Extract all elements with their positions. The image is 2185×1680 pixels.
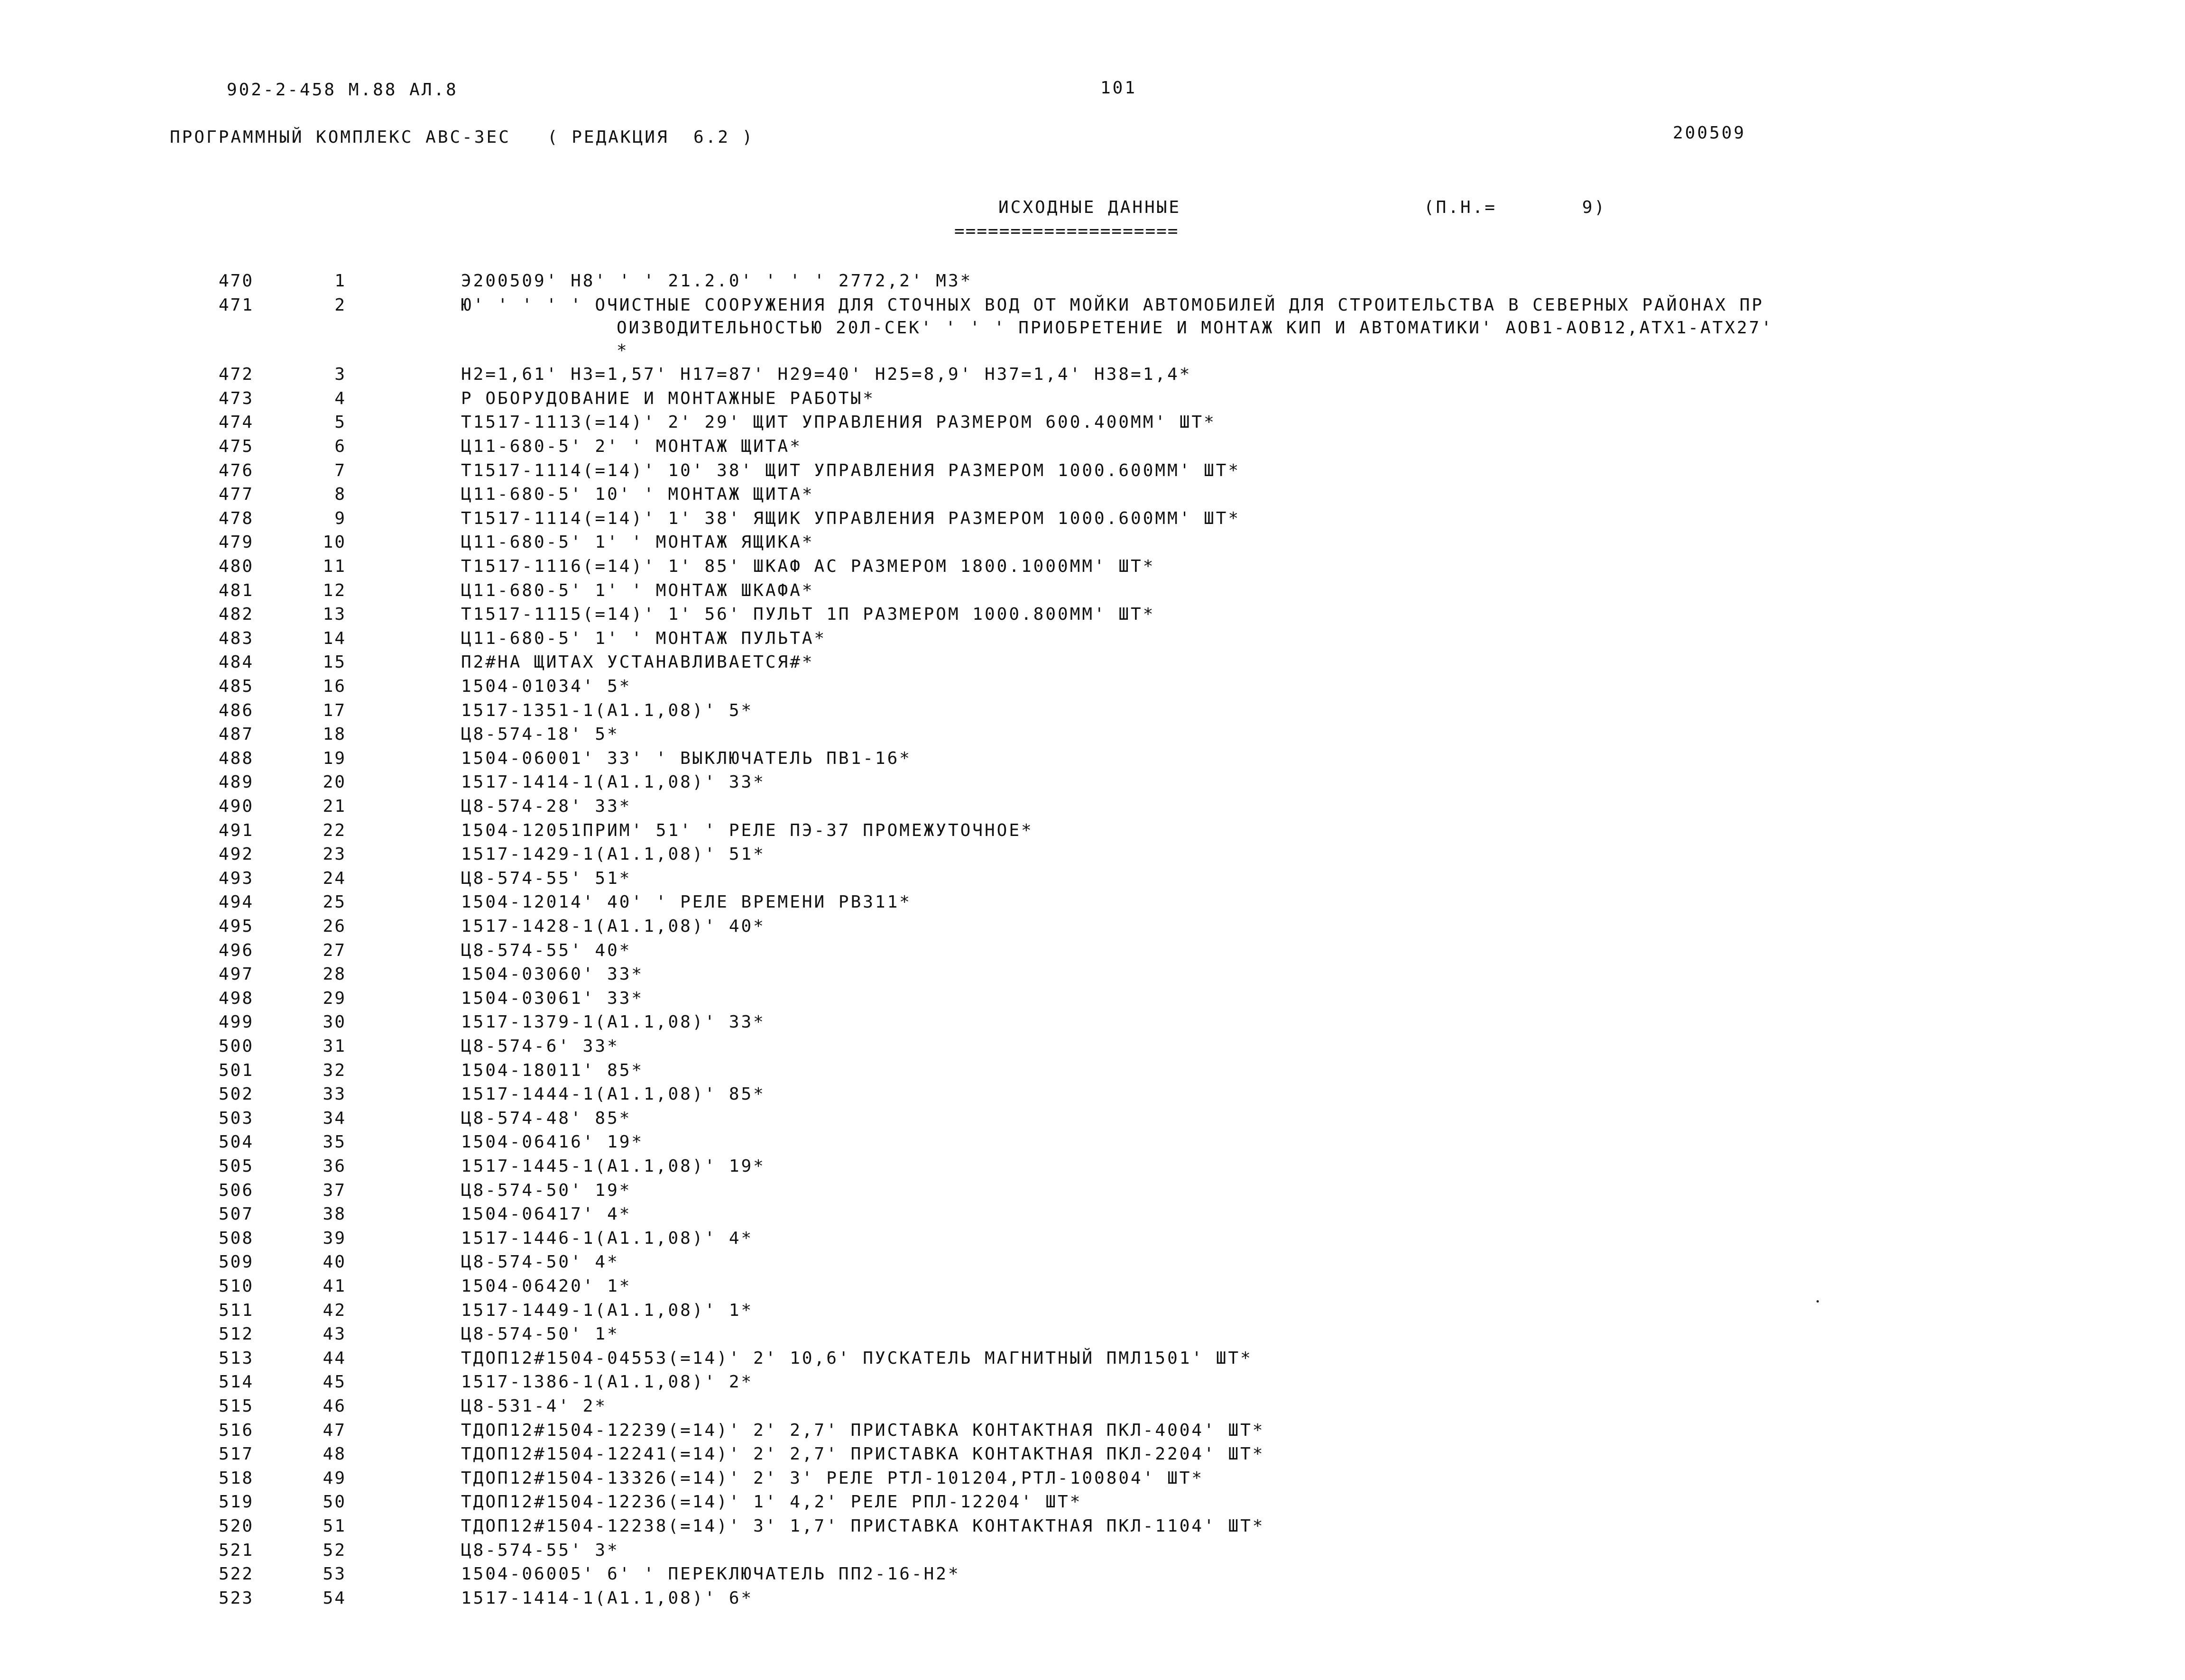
record-text: Ц8-574-6' 33*: [461, 1037, 619, 1056]
line-number: 475: [218, 437, 254, 456]
listing-row: [0, 1203, 2185, 1226]
line-number: 473: [218, 388, 254, 408]
line-number: 510: [218, 1276, 254, 1296]
card-number: 3: [334, 365, 346, 385]
line-number: 507: [218, 1204, 254, 1224]
line-number: 522: [218, 1564, 254, 1584]
listing-row: [0, 1275, 2185, 1298]
line-number: 513: [218, 1348, 254, 1368]
card-number: 30: [323, 1012, 346, 1032]
listing-row: [0, 867, 2185, 890]
line-number: 477: [218, 485, 254, 505]
listing-row: [0, 747, 2185, 770]
line-number: 504: [218, 1132, 254, 1152]
listing-row: [0, 294, 2185, 317]
listing-row: [0, 363, 2185, 386]
listing-row: [0, 1059, 2185, 1082]
doc-code: 902-2-458 М.88 АЛ.8: [227, 80, 458, 100]
record-text: 1517-1351-1(А1.1,08)' 5*: [461, 700, 754, 720]
listing-row: [0, 1395, 2185, 1418]
listing-row: [0, 1155, 2185, 1178]
line-number: 489: [218, 772, 254, 792]
line-number: 470: [218, 271, 254, 291]
record-text: 1504-06001' 33' ' ВЫКЛЮЧАТЕЛЬ ПВ1-16*: [461, 748, 912, 768]
record-text: 1517-1414-1(А1.1,08)' 6*: [461, 1588, 754, 1608]
line-number: 517: [218, 1444, 254, 1464]
listing-row: [0, 1251, 2185, 1274]
record-text: 1504-06416' 19*: [461, 1132, 644, 1152]
line-number: 508: [218, 1228, 254, 1248]
card-number: 35: [323, 1132, 346, 1152]
card-number: 40: [323, 1252, 346, 1272]
card-number: 12: [323, 580, 346, 600]
listing-row: [0, 603, 2185, 626]
line-number: 520: [218, 1516, 254, 1536]
record-text: 1504-03060' 33*: [461, 964, 644, 984]
record-text: 1504-06005' 6' ' ПЕРЕКЛЮЧАТЕЛЬ ПП2-16-Н2*: [461, 1564, 960, 1584]
card-number: 33: [323, 1084, 346, 1104]
line-number: 518: [218, 1468, 254, 1488]
line-number: 484: [218, 652, 254, 672]
card-number: 37: [323, 1180, 346, 1200]
line-number: 486: [218, 700, 254, 720]
listing-row: [0, 627, 2185, 650]
record-text: Р ОБОРУДОВАНИЕ И МОНТАЖНЫЕ РАБОТЫ*: [461, 388, 875, 408]
line-number: 521: [218, 1540, 254, 1560]
listing-row: [0, 1539, 2185, 1562]
listing-row: [0, 1107, 2185, 1130]
listing-row: [0, 675, 2185, 698]
record-text: Ю' ' ' ' ' ОЧИСТНЫЕ СООРУЖЕНИЯ ДЛЯ СТОЧНЫХ ВОД ОТ МОЙКИ АВТОМОБИЛЕЙ ДЛЯ СТРОИТЕЛЬСТВА В СЕВЕРНЫХ РАЙОНАХ ПР: [461, 295, 1764, 315]
card-number: 29: [323, 988, 346, 1008]
card-number: 8: [334, 485, 346, 505]
stray-mark: [1816, 1300, 1819, 1303]
page-number: 101: [1100, 78, 1137, 98]
line-number: 506: [218, 1180, 254, 1200]
listing-row: [0, 987, 2185, 1010]
listing-row: [0, 891, 2185, 914]
card-number: 10: [323, 532, 346, 552]
listing-row: [0, 1011, 2185, 1034]
listing-row: [0, 1347, 2185, 1370]
card-number: 15: [323, 652, 346, 672]
card-number: 36: [323, 1157, 346, 1176]
record-text: 1517-1444-1(А1.1,08)' 85*: [461, 1084, 765, 1104]
card-number: 4: [334, 388, 346, 408]
card-number: 47: [323, 1420, 346, 1440]
listing-row: [0, 1563, 2185, 1586]
record-text: Ц8-574-55' 40*: [461, 940, 632, 960]
line-number: 471: [218, 295, 254, 315]
card-number: 5: [334, 413, 346, 432]
record-text-continuation: ОИЗВОДИТЕЛЬНОСТЬЮ 20Л-СЕК' ' ' ' ПРИОБРЕТЕНИЕ И МОНТАЖ КИП И АВТОМАТИКИ' АОВ1-АОВ12,АТХ1-АТХ27': [617, 318, 1774, 338]
listing-row: [0, 1035, 2185, 1058]
record-text: 1517-1414-1(А1.1,08)' 33*: [461, 772, 765, 792]
card-number: 39: [323, 1228, 346, 1248]
line-number: 500: [218, 1037, 254, 1056]
card-number: 38: [323, 1204, 346, 1224]
listing-row: [0, 963, 2185, 986]
line-number: 503: [218, 1108, 254, 1128]
line-number: 481: [218, 580, 254, 600]
listing-row: [0, 531, 2185, 554]
listing-row: [0, 771, 2185, 794]
line-number: 492: [218, 845, 254, 864]
card-number: 22: [323, 820, 346, 840]
record-text: ТДОП12#1504-04553(=14)' 2' 10,6' ПУСКАТЕЛЬ МАГНИТНЫЙ ПМЛ1501' ШТ*: [461, 1348, 1253, 1368]
record-text: Ц8-574-48' 85*: [461, 1108, 632, 1128]
listing-row: [0, 1371, 2185, 1394]
line-number: 515: [218, 1396, 254, 1416]
card-number: 18: [323, 725, 346, 744]
record-text: Ц11-680-5' 10' ' МОНТАЖ ЩИТА*: [461, 485, 814, 505]
listing-row: [0, 1179, 2185, 1202]
card-number: 54: [323, 1588, 346, 1608]
line-number: 511: [218, 1300, 254, 1320]
record-text: ТДОП12#1504-12236(=14)' 1' 4,2' РЕЛЕ РПЛ-12204' ШТ*: [461, 1492, 1082, 1512]
line-number: 483: [218, 628, 254, 648]
record-text: Ц11-680-5' 1' ' МОНТАЖ ПУЛЬТА*: [461, 628, 827, 648]
record-text: 1504-03061' 33*: [461, 988, 644, 1008]
record-text: Н2=1,61' Н3=1,57' Н17=87' Н29=40' Н25=8,9' Н37=1,4' Н38=1,4*: [461, 365, 1192, 385]
record-text: 1504-06417' 4*: [461, 1204, 632, 1224]
record-text: Ц8-531-4' 2*: [461, 1396, 608, 1416]
record-text: 1517-1379-1(А1.1,08)' 33*: [461, 1012, 765, 1032]
card-number: 50: [323, 1492, 346, 1512]
line-number: 487: [218, 725, 254, 744]
listing-row: [0, 435, 2185, 458]
record-text: 1517-1386-1(А1.1,08)' 2*: [461, 1372, 754, 1392]
record-text: Ц8-574-50' 1*: [461, 1324, 619, 1344]
line-number: 519: [218, 1492, 254, 1512]
card-number: 25: [323, 892, 346, 912]
card-number: 14: [323, 628, 346, 648]
card-number: 2: [334, 295, 346, 315]
listing-row: [0, 387, 2185, 410]
line-number: 509: [218, 1252, 254, 1272]
record-text: 1517-1445-1(А1.1,08)' 19*: [461, 1157, 765, 1176]
card-number: 31: [323, 1037, 346, 1056]
card-number: 20: [323, 772, 346, 792]
listing-row: [0, 651, 2185, 674]
card-number: 28: [323, 964, 346, 984]
listing-row: [0, 939, 2185, 962]
line-number: 485: [218, 677, 254, 696]
line-number: 495: [218, 917, 254, 936]
record-text: 1504-01034' 5*: [461, 677, 632, 696]
section-param: (П.Н.= 9): [1424, 198, 1607, 217]
record-text: Ц8-574-55' 3*: [461, 1540, 619, 1560]
line-number: 480: [218, 557, 254, 576]
card-number: 13: [323, 605, 346, 624]
listing-row: [0, 699, 2185, 722]
record-text: Ц8-574-50' 19*: [461, 1180, 632, 1200]
card-number: 34: [323, 1108, 346, 1128]
card-number: 42: [323, 1300, 346, 1320]
card-number: 27: [323, 940, 346, 960]
card-number: 7: [334, 460, 346, 480]
listing-row: [0, 1131, 2185, 1154]
record-text: Т1517-1114(=14)' 10' 38' ЩИТ УПРАВЛЕНИЯ РАЗМЕРОМ 1000.600ММ' ШТ*: [461, 460, 1241, 480]
card-number: 9: [334, 508, 346, 528]
line-number: 498: [218, 988, 254, 1008]
listing-row: [0, 270, 2185, 293]
listing-row: [0, 1227, 2185, 1250]
card-number: 16: [323, 677, 346, 696]
card-number: 45: [323, 1372, 346, 1392]
line-number: 514: [218, 1372, 254, 1392]
listing-row: [0, 507, 2185, 530]
line-number: 479: [218, 532, 254, 552]
record-text: 1517-1428-1(А1.1,08)' 40*: [461, 917, 765, 936]
card-number: 52: [323, 1540, 346, 1560]
line-number: 488: [218, 748, 254, 768]
program-title: ПРОГРАММНЫЙ КОМПЛЕКС АВС-3ЕС ( РЕДАКЦИЯ 6.2 ): [170, 128, 755, 147]
card-number: 19: [323, 748, 346, 768]
line-number: 474: [218, 413, 254, 432]
line-number: 476: [218, 460, 254, 480]
card-number: 43: [323, 1324, 346, 1344]
listing-row: [0, 723, 2185, 746]
section-underline: ====================: [954, 221, 1179, 241]
listing-row: [0, 1323, 2185, 1346]
section-title: ИСХОДНЫЕ ДАННЫЕ: [998, 198, 1181, 217]
record-text: Э200509' Н8' ' ' 21.2.0' ' ' ' 2772,2' М3*: [461, 271, 973, 291]
record-text-continuation: *: [617, 340, 629, 360]
listing-row: [0, 579, 2185, 602]
listing-row: [0, 411, 2185, 434]
card-number: 17: [323, 700, 346, 720]
listing-row: [0, 1299, 2185, 1322]
line-number: 491: [218, 820, 254, 840]
record-text: Т1517-1114(=14)' 1' 38' ЯЩИК УПРАВЛЕНИЯ РАЗМЕРОМ 1000.600ММ' ШТ*: [461, 508, 1241, 528]
listing-row: [0, 1083, 2185, 1106]
card-number: 24: [323, 868, 346, 888]
record-text: Т1517-1115(=14)' 1' 56' ПУЛЬТ 1П РАЗМЕРОМ 1000.800ММ' ШТ*: [461, 605, 1155, 624]
listing-row: [0, 819, 2185, 842]
line-number: 516: [218, 1420, 254, 1440]
record-text: Ц8-574-50' 4*: [461, 1252, 619, 1272]
record-text: 1504-12051ПРИМ' 51' ' РЕЛЕ ПЭ-37 ПРОМЕЖУТОЧНОЕ*: [461, 820, 1033, 840]
listing-row: [0, 1515, 2185, 1538]
listing-row: [0, 1491, 2185, 1514]
record-text: 1504-18011' 85*: [461, 1060, 644, 1080]
listing-row: [0, 843, 2185, 866]
card-number: 11: [323, 557, 346, 576]
record-text: Т1517-1113(=14)' 2' 29' ЩИТ УПРАВЛЕНИЯ РАЗМЕРОМ 600.400ММ' ШТ*: [461, 413, 1216, 432]
card-number: 53: [323, 1564, 346, 1584]
listing-row: [0, 555, 2185, 578]
listing-row: [0, 483, 2185, 506]
line-number: 523: [218, 1588, 254, 1608]
record-text: 1517-1446-1(А1.1,08)' 4*: [461, 1228, 754, 1248]
listing-row: [0, 795, 2185, 818]
line-number: 472: [218, 365, 254, 385]
listing-row: [0, 915, 2185, 938]
card-number: 1: [334, 271, 346, 291]
line-number: 478: [218, 508, 254, 528]
line-number: 493: [218, 868, 254, 888]
record-text: 1504-06420' 1*: [461, 1276, 632, 1296]
card-number: 46: [323, 1396, 346, 1416]
record-text: ТДОП12#1504-12239(=14)' 2' 2,7' ПРИСТАВКА КОНТАКТНАЯ ПКЛ-4004' ШТ*: [461, 1420, 1265, 1440]
record-text: 1517-1449-1(А1.1,08)' 1*: [461, 1300, 754, 1320]
record-text: 1517-1429-1(А1.1,08)' 51*: [461, 845, 765, 864]
card-number: 23: [323, 845, 346, 864]
card-number: 51: [323, 1516, 346, 1536]
record-text: Ц11-680-5' 2' ' МОНТАЖ ЩИТА*: [461, 437, 802, 456]
line-number: 490: [218, 797, 254, 816]
listing-row: [0, 1419, 2185, 1442]
line-number: 499: [218, 1012, 254, 1032]
card-number: 26: [323, 917, 346, 936]
record-text: Т1517-1116(=14)' 1' 85' ШКАФ АС РАЗМЕРОМ 1800.1000ММ' ШТ*: [461, 557, 1155, 576]
listing-row: [0, 1443, 2185, 1466]
record-text: Ц11-680-5' 1' ' МОНТАЖ ШКАФА*: [461, 580, 814, 600]
line-number: 502: [218, 1084, 254, 1104]
line-number: 497: [218, 964, 254, 984]
card-number: 41: [323, 1276, 346, 1296]
card-number: 49: [323, 1468, 346, 1488]
record-text: Ц8-574-18' 5*: [461, 725, 619, 744]
line-number: 494: [218, 892, 254, 912]
line-number: 496: [218, 940, 254, 960]
card-number: 21: [323, 797, 346, 816]
card-number: 6: [334, 437, 346, 456]
line-number: 501: [218, 1060, 254, 1080]
line-number: 512: [218, 1324, 254, 1344]
record-text: ТДОП12#1504-12238(=14)' 3' 1,7' ПРИСТАВКА КОНТАКТНАЯ ПКЛ-1104' ШТ*: [461, 1516, 1265, 1536]
doc-number: 200509: [1673, 123, 1746, 143]
record-text: П2#НА ЩИТАХ УСТАНАВЛИВАЕТСЯ#*: [461, 652, 814, 672]
record-text: Ц8-574-28' 33*: [461, 797, 632, 816]
card-number: 32: [323, 1060, 346, 1080]
record-text: Ц11-680-5' 1' ' МОНТАЖ ЯЩИКА*: [461, 532, 814, 552]
listing-row: [0, 459, 2185, 482]
record-text: ТДОП12#1504-12241(=14)' 2' 2,7' ПРИСТАВКА КОНТАКТНАЯ ПКЛ-2204' ШТ*: [461, 1444, 1265, 1464]
record-text: Ц8-574-55' 51*: [461, 868, 632, 888]
card-number: 44: [323, 1348, 346, 1368]
line-number: 505: [218, 1157, 254, 1176]
record-text: 1504-12014' 40' ' РЕЛЕ ВРЕМЕНИ РВ311*: [461, 892, 912, 912]
listing-row: [0, 1467, 2185, 1490]
line-number: 482: [218, 605, 254, 624]
record-text: ТДОП12#1504-13326(=14)' 2' 3' РЕЛЕ РТЛ-101204,РТЛ-100804' ШТ*: [461, 1468, 1204, 1488]
card-number: 48: [323, 1444, 346, 1464]
listing-row: [0, 1587, 2185, 1610]
